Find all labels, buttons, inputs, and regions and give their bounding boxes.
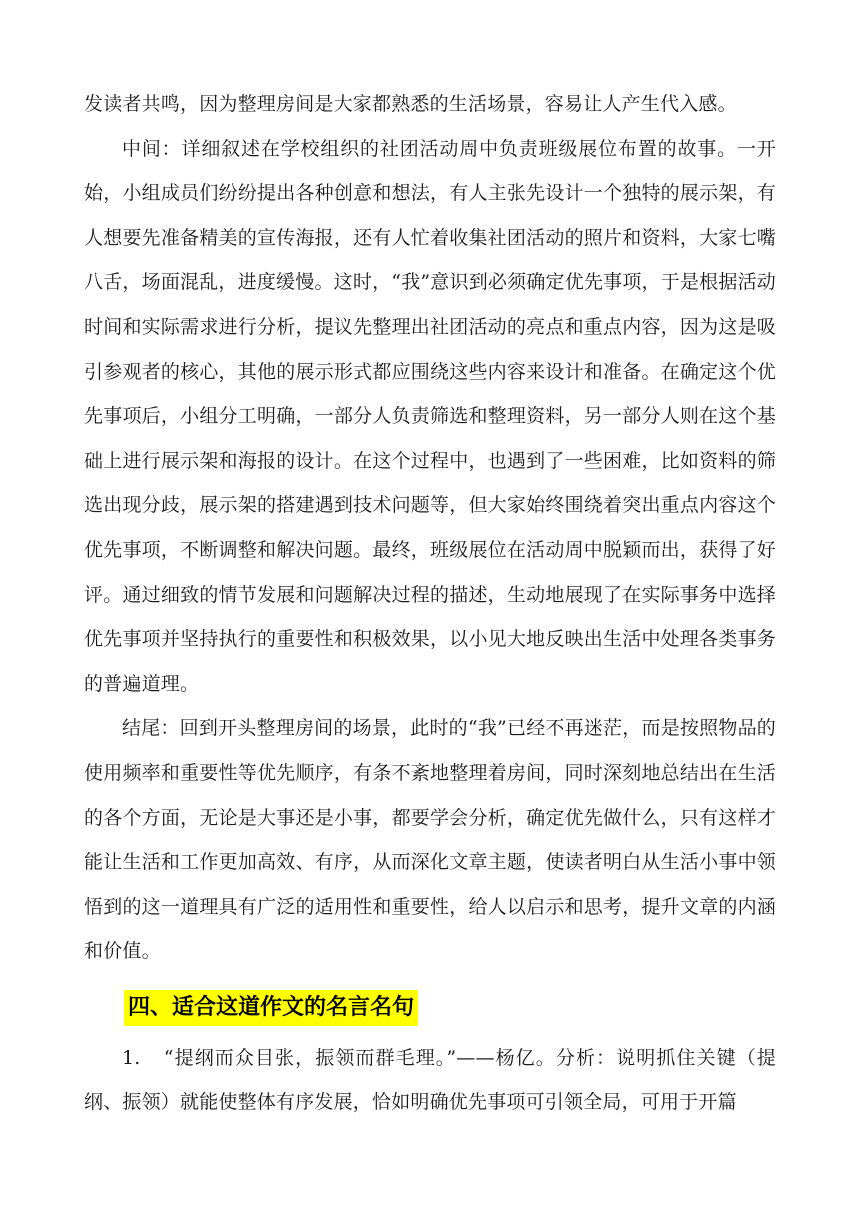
quote-text: “提纲而众目张，振领而群毛理。”——杨亿。分析：说明抓住关键（提纲、振领）就能使整体有序发展，恰如明确优先事项可引领全局，可用于开篇 [84, 1046, 776, 1114]
paragraph-intro-end: 发读者共鸣，因为整理房间是大家都熟悉的生活场景，容易让人产生代入感。 [84, 93, 737, 115]
paragraph-ending: 结尾：回到开头整理房间的场景，此时的“我”已经不再迷茫，而是按照物品的使用频率和重要性等优先顺序，有条不紊地整理着房间，同时深刻地总结出在生活的各个方面，无论是大事还是小事，都要学会分析，确定优先做什么，只有这样才能让生活和工作更加高效、有序，从而深化文章主题，使读者明白从生活小事中领悟到的这一道理具有广泛的适用性和重要性，给人以启示和思考，提升文章的内涵和价值。 [84, 717, 776, 963]
quote-item-1 [84, 1036, 776, 1125]
section-heading-row [84, 986, 776, 1030]
quote-number: 1. [122, 1046, 141, 1069]
paragraph-middle: 中间：详细叙述在学校组织的社团活动周中负责班级展位布置的故事。一开始，小组成员们纷纷提出各种创意和想法，有人主张先设计一个独特的展示架，有人想要先准备精美的宣传海报，还有人忙着收集社团活动的照片和资料，大家七嘴八舌，场面混乱，进度缓慢。这时，“我”意识到必须确定优先事项，于是根据活动时间和实际需求进行分析，提议先整理出社团活动的亮点和重点内容，因为这是吸引参观者的核心，其他的展示形式都应围绕这些内容来设计和准备。在确定这个优先事项后，小组分工明确，一部分人负责筛选和整理资料，另一部分人则在这个基础上进行展示架和海报的设计。在这个过程中，也遇到了一些困难，比如资料的筛选出现分歧，展示架的搭建遇到技术问题等，但大家始终围绕着突出重点内容这个优先事项，不断调整和解决问题。最终，班级展位在活动周中脱颖而出，获得了好评。通过细致的情节发展和问题解决过程的描述，生动地展现了在实际事务中选择优先事项并坚持执行的重要性和积极效果，以小见大地反映出生活中处理各类事务的普遍道理。 [84, 137, 776, 695]
section-heading: 四、适合这道作文的名言名句 [124, 990, 418, 1026]
document-page [84, 82, 776, 1125]
